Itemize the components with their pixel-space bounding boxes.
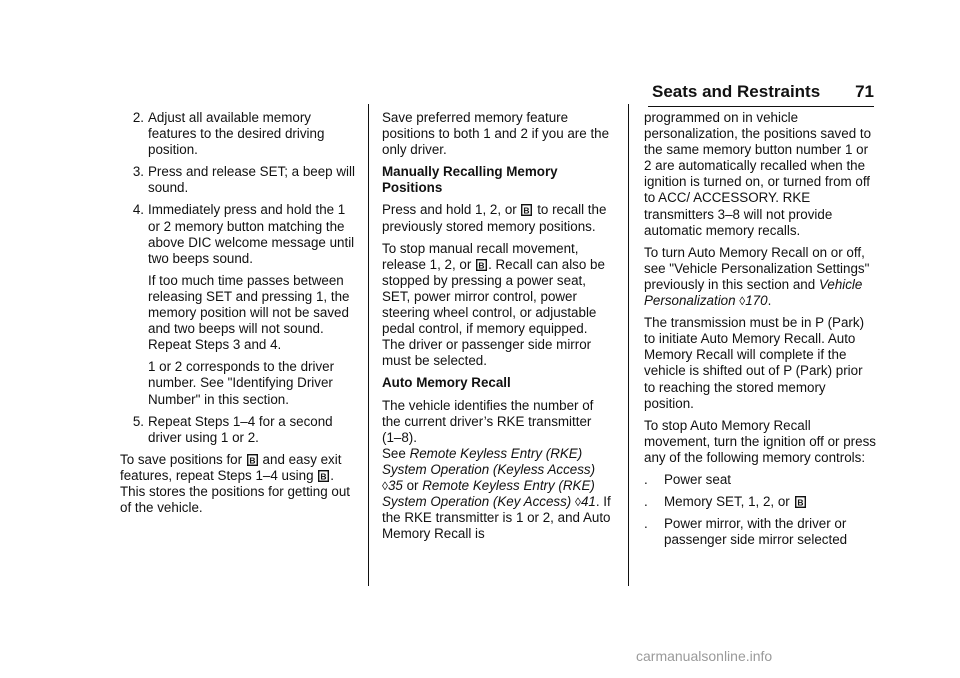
heading-auto-recall: Auto Memory Recall: [382, 375, 511, 391]
text-run: to recall the previously stored memory positions.: [382, 202, 607, 234]
bullet-item: [644, 472, 876, 488]
page-ref-arrow-icon: ◊: [575, 495, 581, 510]
bullet-text: [664, 494, 876, 510]
text-run: . If the RKE transmitter is 1 or 2, and Auto Memory Recall is: [382, 494, 611, 542]
cross-reference[interactable]: Remote Keyless Entry (RKE) System Operation (Key Access): [382, 477, 595, 510]
step-text: Repeat Steps 1–4 for a second driver using 1 or 2.: [148, 413, 333, 445]
page-ref-arrow-icon: ◊: [382, 478, 388, 493]
step-4-note-1: If too much time passes between releasing SET and pressing 1, the memory position will not be saved and two beeps will not sound. Repeat Steps 3 and 4.: [148, 272, 350, 353]
page-ref-number[interactable]: 35: [387, 477, 403, 493]
step-number: 3.: [132, 164, 144, 180]
step-number: 5.: [132, 413, 144, 429]
svg-text:B: B: [478, 260, 485, 271]
exit-memory-icon: [247, 454, 258, 466]
step-4: [120, 202, 358, 266]
exit-memory-icon: [521, 204, 532, 216]
text-run: and easy exit features, repeat Steps 1–4 using: [120, 451, 342, 483]
paragraph: [644, 245, 876, 309]
exit-memory-icon: [318, 470, 329, 482]
text-run: See: [382, 445, 406, 461]
bullet-mark: .: [644, 494, 648, 510]
page-ref-number[interactable]: 41: [580, 494, 596, 510]
bullet-item: [644, 516, 876, 548]
paragraph: [382, 202, 612, 234]
bullet-text: Power mirror, with the driver or passenger side mirror selected: [664, 516, 848, 548]
step-text: Press and release SET; a beep will sound.: [148, 164, 355, 196]
cross-reference[interactable]: Vehicle Personalization: [644, 276, 863, 309]
column-3: [644, 110, 876, 554]
step-text: Adjust all available memory features to the desired driving position.: [148, 110, 325, 158]
text-run: Press and hold 1, 2, or: [382, 202, 517, 218]
paragraph: [382, 241, 612, 370]
step-text: Immediately press and hold the 1 or 2 memory button matching the above DIC welcome message until two beeps sound.: [148, 202, 355, 266]
step-4-note-2: 1 or 2 corresponds to the driver number. See "Identifying Driver Number" in this section.: [148, 359, 335, 407]
paragraph: To stop Auto Memory Recall movement, turn the ignition off or press any of the following memory controls:: [644, 417, 876, 465]
column-divider-2: [628, 104, 629, 586]
svg-text:B: B: [249, 455, 256, 466]
step-5: [120, 414, 358, 446]
section-title: Seats and Restraints: [652, 82, 821, 101]
save-exit-paragraph: [120, 452, 358, 516]
paragraph: [382, 446, 612, 543]
bullet-text: Power seat: [664, 471, 731, 487]
column-divider-1: [368, 104, 369, 586]
text-run: . This stores the positions for getting out of the vehicle.: [120, 467, 350, 516]
paragraph: The transmission must be in P (Park) to initiate Auto Memory Recall. Auto Memory Recall will complete if the vehicle is shifted out of P (Park) prior to reaching the stored memory position.: [644, 315, 865, 411]
page-ref-arrow-icon: ◊: [739, 294, 746, 309]
exit-memory-icon: [795, 496, 806, 508]
watermark: carmanualsonline.info: [636, 648, 773, 664]
step-2: [120, 110, 358, 158]
svg-text:B: B: [796, 497, 804, 508]
cross-reference[interactable]: Remote Keyless Entry (RKE) System Operation (Keyless Access): [382, 445, 596, 477]
page-ref-number[interactable]: 170: [745, 293, 768, 309]
bullet-mark: .: [644, 516, 648, 532]
exit-memory-icon: [476, 259, 487, 271]
page-header: [648, 82, 874, 104]
bullet-item: [644, 494, 876, 510]
paragraph: The vehicle identifies the number of the current driver’s RKE transmitter (1–8).: [382, 397, 594, 445]
text-run: . Recall can also be stopped by pressing a power seat, SET, power mirror control, power steering wheel control, or adjustable pedal control, if memory equipped. The driver or passenger side mirror must be selected.: [382, 256, 605, 369]
step-3: [120, 164, 358, 196]
column-1: [120, 110, 358, 522]
paragraph: programmed on in vehicle personalization, the positions saved to the same memory button number 1 or 2 are automatically recalled when the ignition is turned on, or turned from off to ACC/ ACCESSORY. RKE transmitters 3–8 will not provide automatic memory recalls.: [644, 110, 872, 238]
step-number: 4.: [132, 202, 144, 218]
heading-manual-recall: Manually Recalling Memory Positions: [382, 164, 558, 196]
text-run: .: [767, 293, 772, 309]
text-run: To save positions for: [120, 451, 243, 467]
text-run: To turn Auto Memory Recall on or off, see "Vehicle Personalization Settings" previously in this section and: [644, 244, 870, 292]
paragraph: Save preferred memory feature positions to both 1 and 2 if you are the only driver.: [382, 110, 610, 158]
svg-text:B: B: [320, 471, 327, 482]
column-2: [382, 110, 612, 548]
text-run: Memory SET, 1, 2, or: [664, 494, 790, 510]
step-number: 2.: [132, 110, 144, 125]
svg-text:B: B: [523, 205, 531, 216]
text-run: or: [406, 477, 419, 493]
text-run: To stop manual recall movement, release 1, 2, or: [382, 240, 579, 272]
page-number: 71: [855, 82, 874, 101]
bullet-mark: .: [644, 471, 648, 487]
header-rule: [648, 106, 874, 107]
